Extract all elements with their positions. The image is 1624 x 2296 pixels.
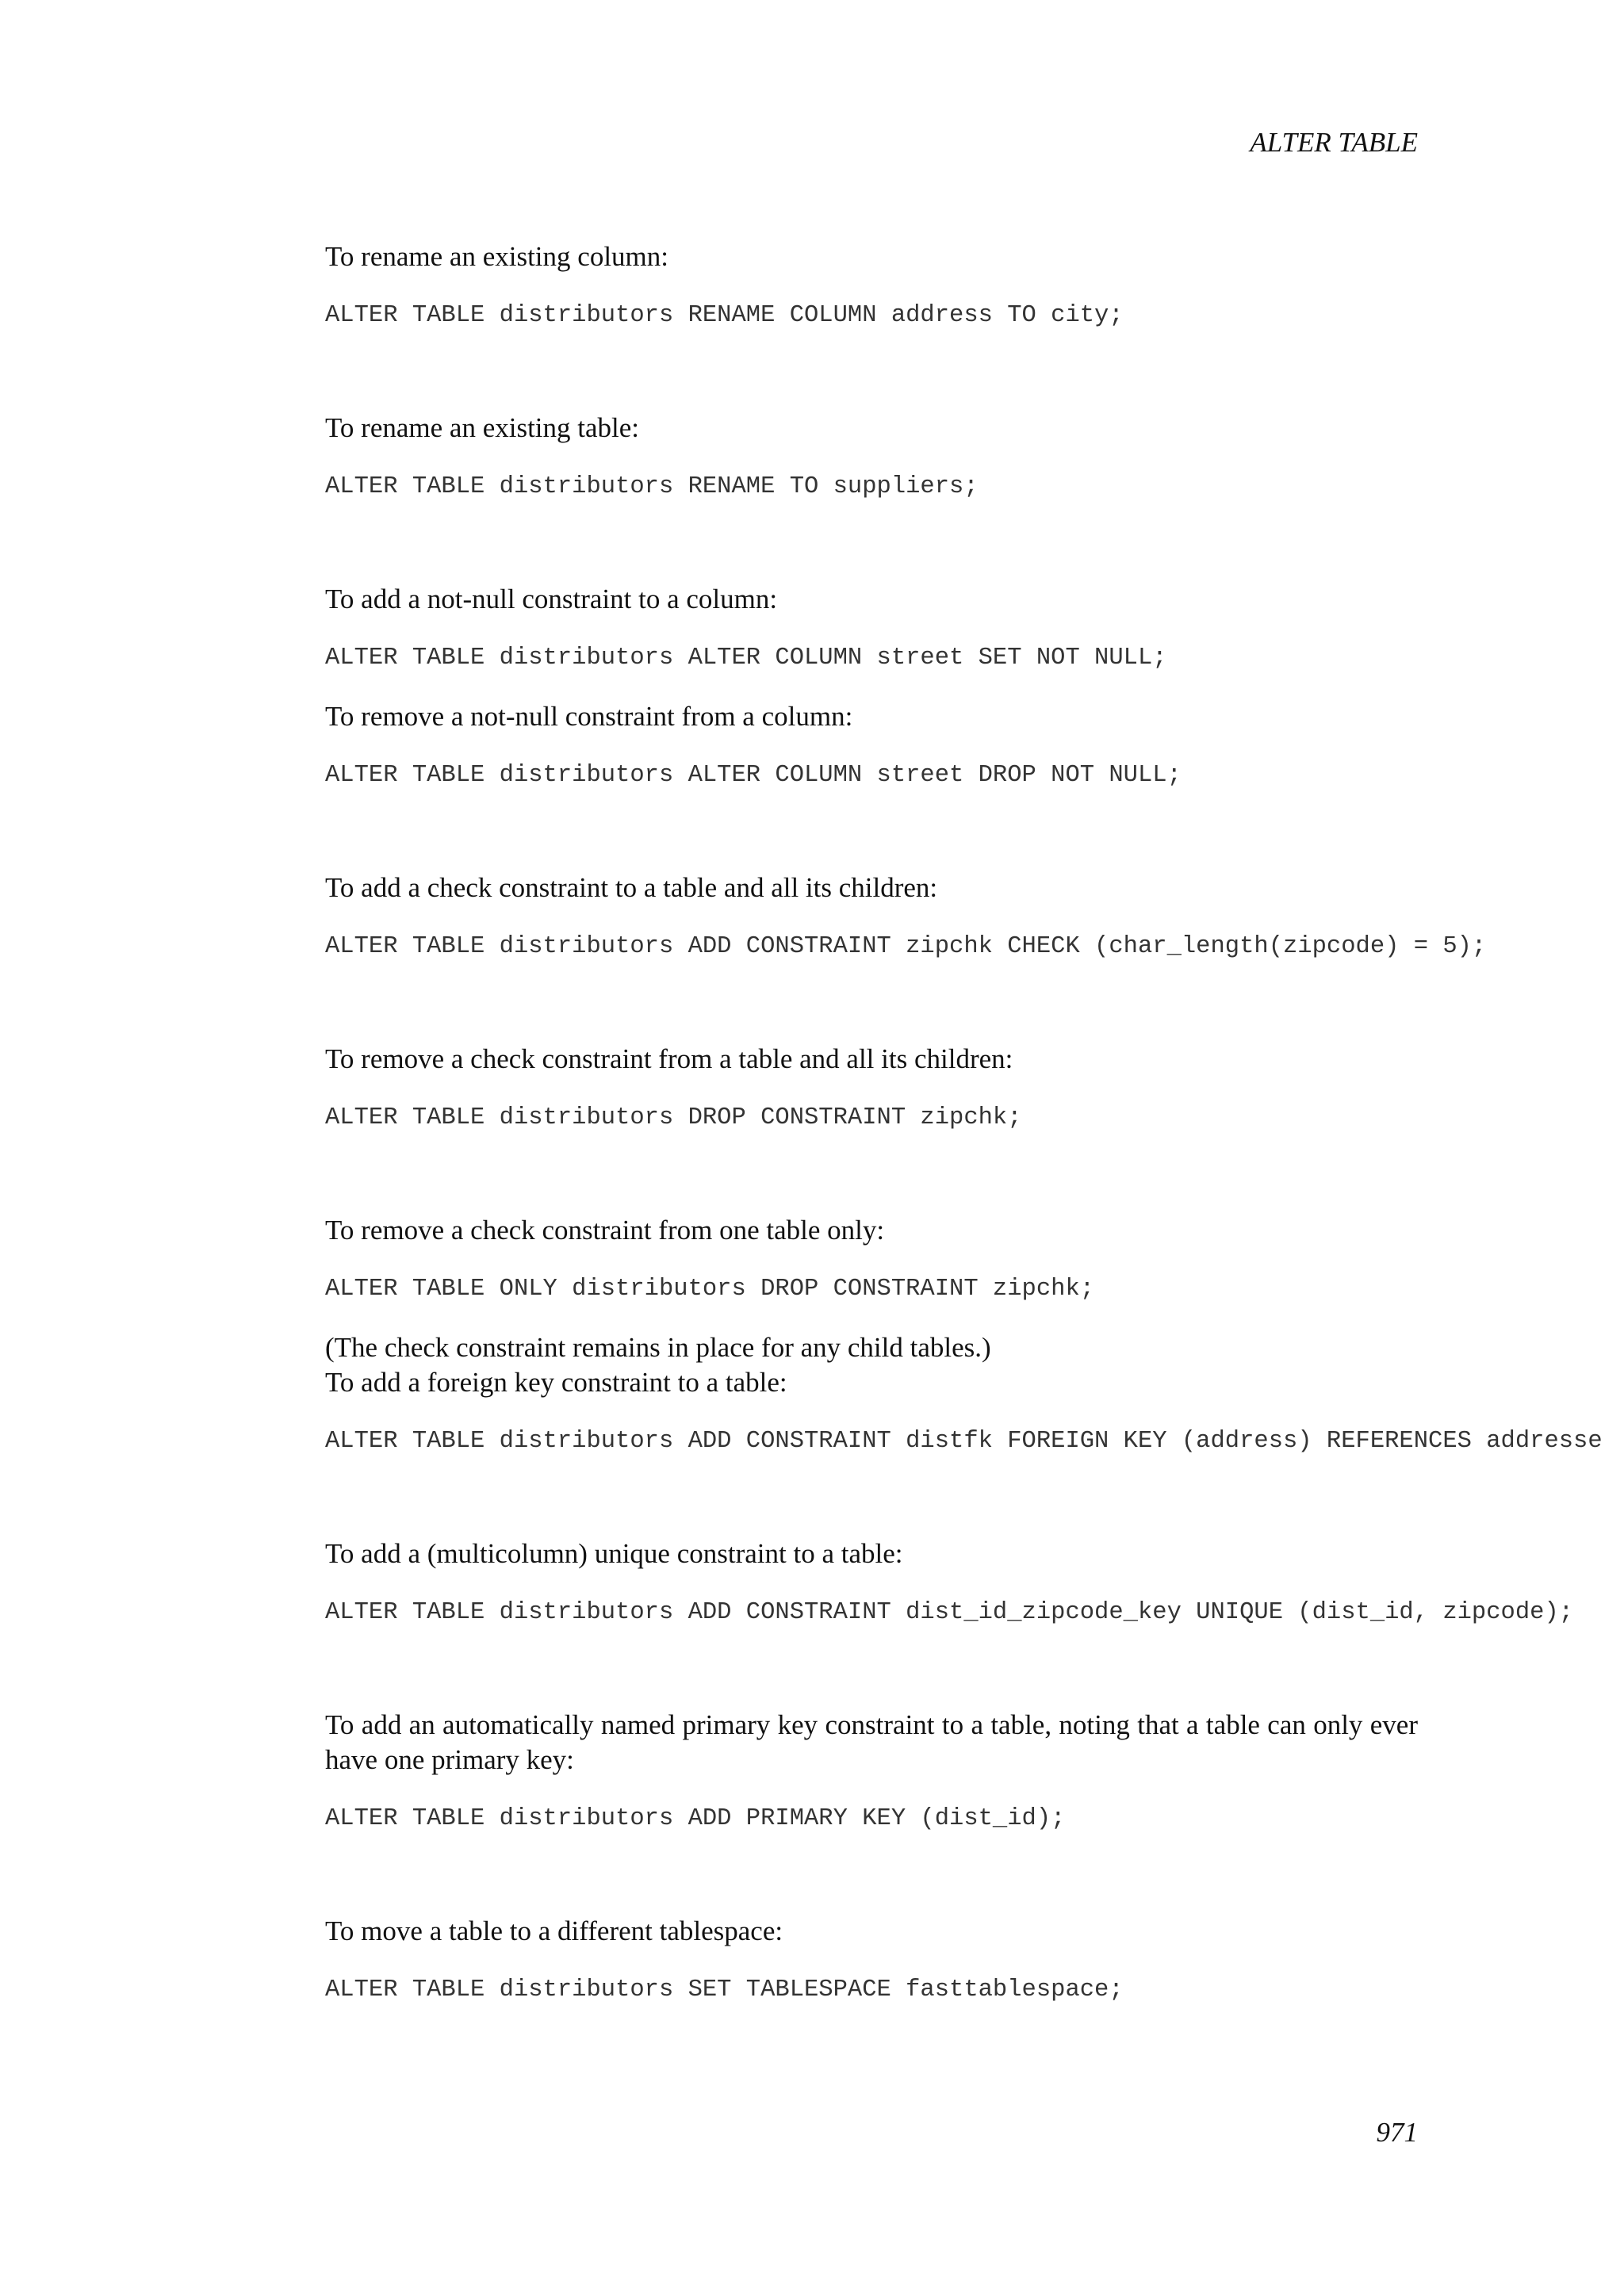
page-number: 971 (1376, 2117, 1418, 2148)
sql-code: ALTER TABLE distributors SET TABLESPACE fasttablespace; (325, 1976, 1124, 2003)
sql-code: ALTER TABLE distributors ADD CONSTRAINT zipchk CHECK (char_length(zipcode) = 5); (325, 933, 1487, 960)
sql-code: ALTER TABLE distributors ADD CONSTRAINT distfk FOREIGN KEY (address) REFERENCES addresse (325, 1428, 1603, 1455)
example-add-foreign-key (325, 1365, 1624, 1457)
example-add-primary-key (325, 1708, 1624, 1835)
example-description: To remove a check constraint from one table only: (325, 1215, 885, 1246)
example-description: To remove a check constraint from a table and all its children: (325, 1043, 1013, 1074)
example-drop-check (325, 1042, 1624, 1134)
example-note: (The check constraint remains in place for any child tables.) (325, 1332, 991, 1363)
sql-code: ALTER TABLE distributors ADD CONSTRAINT dist_id_zipcode_key UNIQUE (dist_id, zipcode); (325, 1599, 1574, 1626)
sql-code: ALTER TABLE ONLY distributors DROP CONSTRAINT zipchk; (325, 1276, 1095, 1303)
sql-code: ALTER TABLE distributors RENAME COLUMN address TO city; (325, 302, 1124, 329)
running-header: ALTER TABLE (1250, 127, 1418, 158)
example-rename-table (325, 411, 1624, 503)
sql-code: ALTER TABLE distributors ADD PRIMARY KEY (dist_id); (325, 1805, 1066, 1832)
example-drop-check-only (325, 1213, 1624, 1365)
example-set-tablespace (325, 1914, 1624, 2006)
examples-section (325, 239, 1624, 2006)
example-description: To add a not-null constraint to a column: (325, 584, 778, 614)
example-add-check (325, 871, 1624, 962)
example-description: To move a table to a different tablespace: (325, 1915, 783, 1946)
sql-code: ALTER TABLE distributors ALTER COLUMN street SET NOT NULL; (325, 645, 1167, 672)
example-description: To add a (multicolumn) unique constraint to a table: (325, 1538, 903, 1569)
example-add-not-null (325, 582, 1624, 674)
example-drop-not-null (325, 699, 1624, 791)
example-add-unique (325, 1536, 1624, 1628)
sql-code: ALTER TABLE distributors ALTER COLUMN street DROP NOT NULL; (325, 762, 1182, 789)
example-description: To rename an existing column: (325, 241, 668, 272)
example-rename-column (325, 239, 1624, 331)
sql-code: ALTER TABLE distributors DROP CONSTRAINT zipchk; (325, 1104, 1022, 1131)
example-description: To add a foreign key constraint to a table: (325, 1367, 787, 1398)
example-description: To rename an existing table: (325, 412, 640, 443)
example-description: To remove a not-null constraint from a column: (325, 701, 853, 732)
example-description: To add a check constraint to a table and all its children: (325, 872, 938, 903)
example-description: To add an automatically named primary key constraint to a table, noting that a table can only ever have one primary key: (325, 1709, 1418, 1775)
sql-code: ALTER TABLE distributors RENAME TO suppliers; (325, 473, 979, 500)
